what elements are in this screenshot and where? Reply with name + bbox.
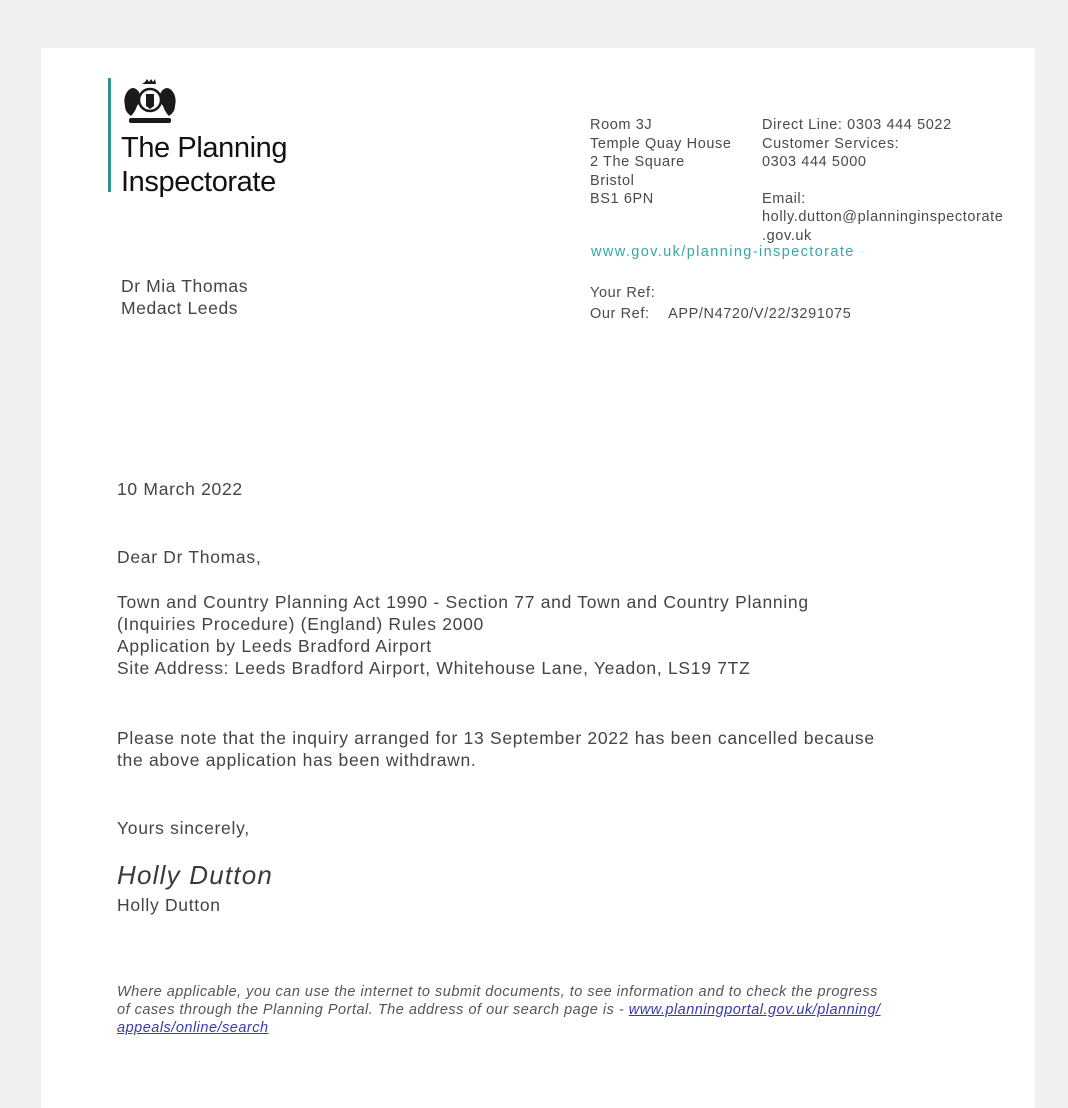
subject-line: Site Address: Leeds Bradford Airport, Whitehouse Lane, Yeadon, LS19 7TZ (117, 658, 751, 678)
footer-note (117, 983, 997, 1037)
salutation: Dear Dr Thomas, (117, 547, 262, 567)
closing: Yours sincerely, (117, 818, 250, 838)
subject-block (117, 591, 809, 679)
body-line: the above application has been withdrawn. (117, 750, 477, 770)
footer-line-2: of cases through the Planning Portal. The address of our search page is - (117, 1002, 629, 1018)
organisation-name (121, 131, 287, 199)
signatory-name: Holly Dutton (117, 895, 221, 915)
sender-contact (762, 116, 1003, 245)
our-ref-value: APP/N4720/V/22/3291075 (668, 306, 852, 322)
footer-line-1: Where applicable, you can use the internet to submit documents, to see information and to check the progress (117, 984, 878, 1000)
sender-address (590, 116, 732, 209)
website-link[interactable]: www.gov.uk/planning-inspectorate (591, 244, 855, 260)
address-line: Temple Quay House (590, 135, 732, 152)
our-ref-label: Our Ref: (590, 306, 650, 322)
royal-crest-icon (121, 78, 179, 126)
your-ref-label: Your Ref: (590, 285, 656, 301)
letter-page (41, 48, 1035, 1108)
letter-body (117, 727, 875, 771)
body-line: Please note that the inquiry arranged for 13 September 2022 has been cancelled because (117, 728, 875, 748)
customer-services-label: Customer Services: (762, 135, 900, 152)
email-address-line-1[interactable]: holly.dutton@planninginspectorate (762, 209, 1004, 225)
signature: Holly Dutton (117, 860, 274, 890)
recipient-block (121, 275, 248, 319)
customer-services-number: 0303 444 5000 (762, 154, 867, 170)
reference-block (590, 283, 851, 325)
brand-line-1: The Planning (121, 132, 288, 164)
subject-line: Town and Country Planning Act 1990 - Section 77 and Town and Country Planning (117, 592, 809, 612)
planning-portal-link-continued[interactable]: appeals/online/search (117, 1020, 269, 1036)
logo-accent-bar (108, 78, 111, 192)
address-line: Bristol (590, 172, 635, 189)
address-line: 2 The Square (590, 154, 685, 170)
recipient-name: Dr Mia Thomas (121, 276, 249, 296)
address-line: Room 3J (590, 117, 653, 133)
address-line: BS1 6PN (590, 191, 654, 207)
letter-date: 10 March 2022 (117, 479, 243, 499)
subject-line: Application by Leeds Bradford Airport (117, 636, 432, 656)
email-label: Email: (762, 190, 806, 207)
subject-line: (Inquiries Procedure) (England) Rules 2000 (117, 614, 484, 634)
email-address-line-2[interactable]: .gov.uk (762, 227, 812, 244)
brand-line-2: Inspectorate (121, 166, 276, 198)
direct-line: Direct Line: 0303 444 5022 (762, 117, 952, 133)
planning-portal-link[interactable]: www.planningportal.gov.uk/planning/ (628, 1002, 881, 1018)
recipient-organisation: Medact Leeds (121, 298, 239, 318)
